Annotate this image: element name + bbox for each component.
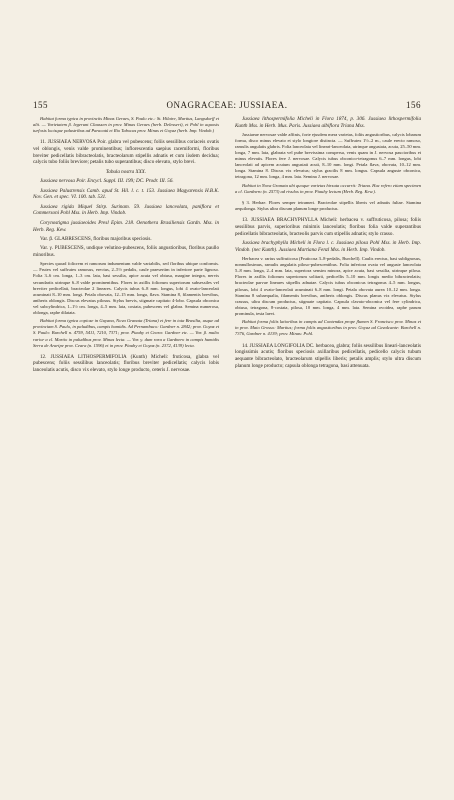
synonym: Jussiaea brachyphylla Micheli in Flora l. c. Jussiaea pilosa Pohl Mss. in Herb. Imp. Vindob. (nec Kunth). Jussiaea Martiana Fenzl Mss. in Herb. Imp. Vindob. <box>235 240 421 253</box>
habitat-note: Habitat forma typica copiose in Guyana, Nova Granata (Triana) et fere in tota Brasilia, usque ad provinciam S. Paulo, in paludibus, campis humidis. Ad Pernambuco: Gardner n. 2842; prov. Goyaz et S. Paulo: Burchell n. 4759, 5411, 7210, 7371; prov. Piauhy et Ceara: Gardner etc. — Var. β. multo rarior a cl. Martio in paludibus prov. Minas lecta. — Var. γ. dum rara a Gardnero in campis humidis Serra de Araripe prov. Ceara (n. 1596) et in prov. Piauhy et Goyaz (n. 2372, 4139) lecta. <box>33 318 219 348</box>
species-description: Jussiaeae nervosae valde affinis, forte ejusdem mera varietas, foliis angustioribus, calycis lobarum forma, disco minus elevato et stylo longiore distincta. — Suffrutex 1½–2 m., caule erecto ramoso, ramulis angulatis glabris. Folia lanceolata vel lineari-lanceolata, utrinque angustata, acuta, 25–50 mm. longa, 7 mm. lata, glabrata vel pube brevissima conspersa, venis quam in J. nervosa paucioribus et minus elevatis. Flores fere J. nervosae. Calycis tubus obconico-tetragonus 6–7 mm. longus, lobi lanceolati ad apicem acutum angustati acuti, 8–10 mm. longi. Petala flava, obovata, 10–12 mm. longa. Stamina 8. Discus vix elevatus; stylus gracilis 8 mm. longus. Capsula anguste obconica, tetragona, 12 mm. longa, 4 mm. lata. Semina J. nervosae. <box>235 132 421 180</box>
variety-beta: Var. β. GLABRESCENS, floribus majoribus speciosis. <box>40 235 152 242</box>
page-number-right: 156 <box>405 100 421 110</box>
right-column <box>235 116 421 377</box>
habitat-note: Habitat forma foliis latioribus in campis ad Contendas prope flumen S. Francisco prov. Minas et in prov. Mato Grosso: Martius; forma foliis angustioribus in prov. Goyaz ad Cavalcante: Burchell n. 7376, Gardner n. 4139; prov. Minas: Pohl. <box>235 319 421 337</box>
running-title: ONAGRACEAE: JUSSIAEA. <box>166 100 288 110</box>
left-column <box>33 116 219 377</box>
species-heading-nervosa: 11. JUSSIAEA NERVOSA Poir. glabra vel pubescens; foliis sessilibus coriaceis ovatis vel oblongis, venis valde prominentibus; inflorescentia saepius racemiformi, floribus breviter pedicellatis bibracteolatis, bracteolarum stipellis adnatis et cum iisdem decidua; calycis tubo foliis breviore; petalis tubo superantibus; disco elevato, stylo brevi. <box>33 139 219 166</box>
section-heading: § 3. Herbae. Flores semper tetrameri. Bracteolae stipellis liberis vel adnatis fultae. Stamina aequilonga. Stylus ultra discum planum longe productus. <box>235 200 421 212</box>
habitat-note: Habitat in Nova Granata ubi quoque varietas hirsuta occurrit: Triana. Huc refero etiam specimen a cl. Gardnero (n. 2573) ad rivulos in prov. Piauhy lectum (Herb. Reg. Kew.). <box>235 183 421 195</box>
habitat-note: Habitat forma typica in provinciis Minas Geraes, S. Paulo etc.: St. Hilaire, Martius, Langsdorff et alii. — Varietatem β. legerunt Claussen in prov. Minas Geraes (herb. Delessert), et Pohl in aquosis turfosis locisque palustribus ad Paracatú et Rio Tabocas prov. Minas et Goyaz (herb. Imp. Vindob.) <box>33 116 219 134</box>
running-header <box>33 100 421 110</box>
synonym: Corynostigma jussiaeoides Presl Epim. 218. Oenothera Brasiliensis Gardn. Mss. in Herb. Reg. Kew. <box>33 219 219 233</box>
species-heading-longifolia: 14. JUSSIAEA LONGIFOLIA DC. herbacea, glabra; foliis sessilibus lineari-lanceolatis longissimis acutis; floribus speciosis axillaribus pedicellatis, pedicello calycis tubum aequante bibracteolato, bracteolarum stipellis liberis; petalis amplis; stylo ultra discum planum longe producto; capsula oblonga tetragona, basi attenuata. <box>235 342 421 369</box>
text-columns <box>33 116 421 377</box>
species-heading-brachyphylla: 13. JUSSIAEA BRACHYPHYLLA Micheli: herbacea v. suffruticosa, pilosa; foliis sessilibus parvis, superioribus minimis lanceolatis; floribus folia valde superantibus pedicellatis bibracteolatis, bracteolis parvis cum stipellis adnatis; stylo crasso. <box>235 217 421 237</box>
plate-reference: Tabula nostra XXX. <box>105 168 147 175</box>
synonym: Jussiaea Palustrensis Camb. apud St. Hil. l. c. t. 153. Jussiaea Magyarensis H.B.K. Nov. Gen. et spec. VI. 100. tab. 531. <box>33 187 219 201</box>
synonym: Jussiaea nervosa Poir. Encycl. Suppl. III. 199; DC. Prodr. III. 56. <box>40 178 174 185</box>
variety-gamma: Var. γ. PUBESCENS, undique velutino-pubescens, foliis angustioribus, floribus paullo minoribus. <box>33 245 219 259</box>
synonym: Jussiaea rigida Miquel Stirp. Surinam. 59. Jussiaea lanceolata, paniflora et Commersoni Pohl Mss. in Herb. Imp. Vindob. <box>33 203 219 217</box>
species-description: Herbacea v. rarius suffruticosa (Fruticosa 3–8-pedalis, Burchell). Caulis erectus, basi sublignosus, nonnullosimus, ramulis angulatis piloso-pubescentibus. Folia inferiora ovata vel anguste lanceolata 5–8 mm. longa, 2–4 mm. lata, superiora sensim minora, apice acuta, basi sessilia, utrinque pilosa. Flores in axillis foliorum superiorum solitarii, pedicellis 5–10 mm. longis medio bibracteolatis; bracteolae parvae lineares stipellis adnatae. Calycis tubus obconicus tetragonus 4–5 mm. longus, pilosus, lobi 4 ovato-lanceolati acuminati 6–8 mm. longi. Petala obovata aurea 10–12 mm. longa. Stamina 8 subaequalia, filamentis brevibus, antheris oblongis. Discus planus vix elevatus. Stylus crassus, ultra discum productus, stigmate capitato. Capsula clavato-obconica vel fere cylindrica, obtusa, tetragona, 8-costata, pilosa, 10 mm. longa, 4 mm. lata. Semina ovoidea, raphe parum prominula, testa laevi. <box>235 256 421 316</box>
page-number-left: 155 <box>33 100 48 110</box>
synonym: Jussiaea lithospermifolia Micheli in Flora 1874, p. 306. Jussiaea lithospermifolia Kunth Mss. in Herb. Mus. Paris. Jussiaea albiflora Triana Mss. <box>235 116 421 129</box>
species-heading-lithospermifolia: 12. JUSSIAEA LITHOSPERMIFOLIA (Kunth) Micheli: fruticosa, glabra vel pubescens; foliis sessilibus lanceolatis; floribus breviter pedicellatis; calycis lobis lanceolatis acutis, disco vix elevato, stylo longe producto, ceteris J. nervosae. <box>33 353 219 374</box>
species-description: Species quoad folicrem et ramorum indumentum valde variabilis, sed floribus ubique conformis. — Frutex vel suffrutex ramosus, erectus, 2–5½ pedalis, caule praesertim in inferiore parte lignoso. Folia 3–6 cm. longa, 1–3 cm. lata, basi sessilia, apice acuta vel obtusa, margine integra, nervis secundariis utrinque 6–8 valde prominentibus. Flores in axillis foliorum superiorum subsessiles vel breviter pedicellati, bracteolae 2 lineares. Calycis tubus 6–8 mm. longus, lobi 4 ovato-lanceolati acuminati 8–10 mm. longi. Petala obovata, 12–15 mm. longa, flava. Stamina 8, filamentis brevibus, antheris oblongis. Discus elevatus pilosus. Stylus brevis, stigmate capitato 4-lobo. Capsula obconica vel subcylindrica, 1–1½ cm. longa, 4–5 mm. lata, costata, pubescens vel glabra. Semina numerosa, oblonga, raphe dilatata. <box>33 261 219 315</box>
